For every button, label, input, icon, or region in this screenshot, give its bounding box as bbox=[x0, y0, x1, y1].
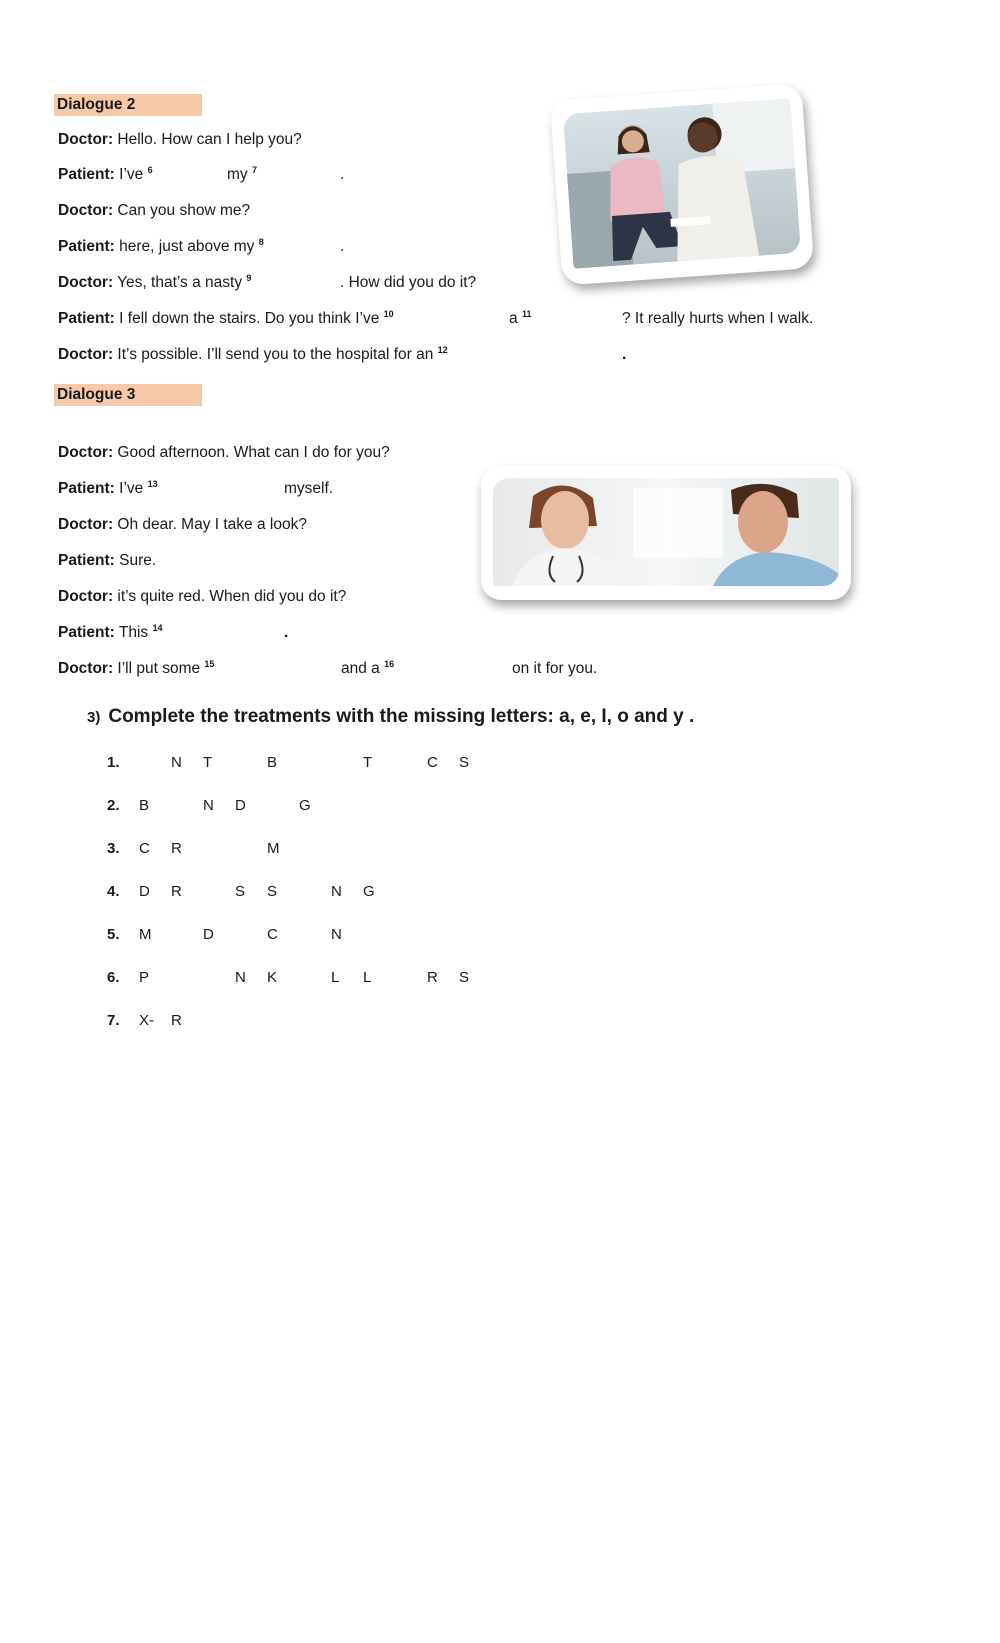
line-end: . How did you do it? bbox=[340, 274, 477, 291]
dialogue-line bbox=[58, 515, 307, 535]
letter: M bbox=[139, 926, 152, 943]
dialogue-line bbox=[58, 443, 390, 463]
speaker: Doctor: bbox=[58, 444, 114, 461]
consultation-illustration bbox=[493, 478, 839, 586]
speaker: Patient: bbox=[58, 166, 115, 183]
line-text: it’s quite red. When did you do it? bbox=[113, 588, 347, 605]
letter: G bbox=[299, 797, 311, 814]
letter: D bbox=[139, 883, 150, 900]
dialogue-line bbox=[58, 587, 346, 607]
letter: S bbox=[267, 883, 278, 900]
line-text: Good afternoon. What can I do for you? bbox=[113, 444, 390, 461]
line-text: I’ll put some bbox=[113, 660, 205, 677]
speaker: Patient: bbox=[58, 310, 115, 327]
line-end: . bbox=[340, 166, 345, 183]
exercise-number: 3) bbox=[87, 709, 101, 726]
speaker: Patient: bbox=[58, 238, 115, 255]
item-number: 5. bbox=[107, 926, 120, 943]
letter: S bbox=[459, 754, 470, 771]
gap-number: 16 bbox=[384, 659, 395, 669]
letter: T bbox=[363, 754, 373, 771]
letter: T bbox=[203, 754, 213, 771]
line-text: This bbox=[114, 624, 153, 641]
speaker: Patient: bbox=[58, 624, 115, 641]
letter: N bbox=[331, 883, 342, 900]
dialogue-line bbox=[58, 309, 394, 329]
letter: L bbox=[331, 969, 340, 986]
letter: D bbox=[235, 797, 246, 814]
letter: N bbox=[235, 969, 246, 986]
item-number: 6. bbox=[107, 969, 120, 986]
letter: G bbox=[363, 883, 375, 900]
letter: L bbox=[363, 969, 372, 986]
gap-number: 8 bbox=[258, 237, 264, 247]
line-text: I’ve bbox=[114, 480, 148, 497]
letter: C bbox=[139, 840, 150, 857]
doctor-patient-photo-2 bbox=[481, 466, 851, 600]
line-text: I’ve bbox=[114, 166, 148, 183]
letter: X- bbox=[139, 1012, 154, 1029]
letter: D bbox=[203, 926, 214, 943]
item-number: 7. bbox=[107, 1012, 120, 1029]
line-end: . bbox=[284, 624, 289, 641]
letter: P bbox=[139, 969, 150, 986]
dialogue-line bbox=[58, 130, 302, 150]
line-text: here, just above my bbox=[114, 238, 259, 255]
exercise-3-title bbox=[87, 706, 694, 728]
dialogue-line bbox=[58, 551, 156, 571]
letter: S bbox=[235, 883, 246, 900]
letter: N bbox=[331, 926, 342, 943]
letter: S bbox=[459, 969, 470, 986]
line-text: Yes, that’s a nasty bbox=[113, 274, 247, 291]
letter: C bbox=[427, 754, 438, 771]
gap-number: 12 bbox=[437, 345, 448, 355]
dialogue-3-label: Dialogue 3 bbox=[54, 384, 202, 406]
item-number: 2. bbox=[107, 797, 120, 814]
line-text: my $^7$ bbox=[227, 165, 257, 183]
letter: B bbox=[139, 797, 150, 814]
item-number: 3. bbox=[107, 840, 120, 857]
dialogue-2-label: Dialogue 2 bbox=[54, 94, 202, 116]
dialogue-line bbox=[58, 165, 153, 185]
speaker: Doctor: bbox=[58, 588, 114, 605]
line-text: Hello. How can I help you? bbox=[113, 131, 302, 148]
item-number: 1. bbox=[107, 754, 120, 771]
line-text: Can you show me? bbox=[113, 202, 251, 219]
speaker: Doctor: bbox=[58, 274, 114, 291]
speaker: Patient: bbox=[58, 480, 115, 497]
gap-number: 7 bbox=[251, 165, 257, 175]
letter: N bbox=[171, 754, 182, 771]
line-text: a $^{11}$ bbox=[509, 309, 532, 327]
exercise-instruction: Complete the treatments with the missing letters: a, e, I, o and y . bbox=[108, 706, 695, 727]
gap-number: 15 bbox=[204, 659, 215, 669]
speaker: Doctor: bbox=[58, 516, 114, 533]
speaker: Doctor: bbox=[58, 660, 114, 677]
gap-number: 10 bbox=[383, 309, 394, 319]
doctor-patient-photo-1 bbox=[550, 83, 814, 285]
dialogue-line bbox=[58, 623, 162, 643]
consultation-illustration bbox=[563, 98, 801, 269]
speaker: Doctor: bbox=[58, 131, 114, 148]
dialogue-line bbox=[58, 659, 214, 679]
letter: R bbox=[171, 1012, 182, 1029]
speaker: Patient: bbox=[58, 552, 115, 569]
line-end: on it for you. bbox=[512, 660, 598, 677]
line-end: ? It really hurts when I walk. bbox=[622, 310, 814, 327]
gap-number: 9 bbox=[246, 273, 252, 283]
letter: R bbox=[171, 883, 182, 900]
gap-number: 6 bbox=[147, 165, 153, 175]
letter: M bbox=[267, 840, 280, 857]
letter: B bbox=[267, 754, 278, 771]
item-number: 4. bbox=[107, 883, 120, 900]
letter: N bbox=[203, 797, 214, 814]
gap-number: 11 bbox=[521, 309, 532, 319]
line-text: Oh dear. May I take a look? bbox=[113, 516, 307, 533]
line-text: It’s possible. I’ll send you to the hospital for an bbox=[113, 346, 438, 363]
letter: C bbox=[267, 926, 278, 943]
line-end: . bbox=[622, 346, 627, 363]
line-end: myself. bbox=[284, 480, 334, 497]
dialogue-line bbox=[58, 273, 251, 293]
dialogue-line bbox=[58, 201, 250, 221]
line-text: Sure. bbox=[114, 552, 157, 569]
dialogue-line bbox=[58, 479, 158, 499]
speaker: Doctor: bbox=[58, 346, 114, 363]
line-text: I fell down the stairs. Do you think I’ve bbox=[114, 310, 384, 327]
letter: R bbox=[171, 840, 182, 857]
letter: K bbox=[267, 969, 278, 986]
speaker: Doctor: bbox=[58, 202, 114, 219]
letter: R bbox=[427, 969, 438, 986]
gap-number: 14 bbox=[152, 623, 163, 633]
gap-number: 13 bbox=[147, 479, 158, 489]
line-text: and a $^{16}$ bbox=[341, 659, 395, 677]
dialogue-line bbox=[58, 237, 264, 257]
dialogue-line bbox=[58, 345, 448, 365]
line-end: . bbox=[340, 238, 345, 255]
